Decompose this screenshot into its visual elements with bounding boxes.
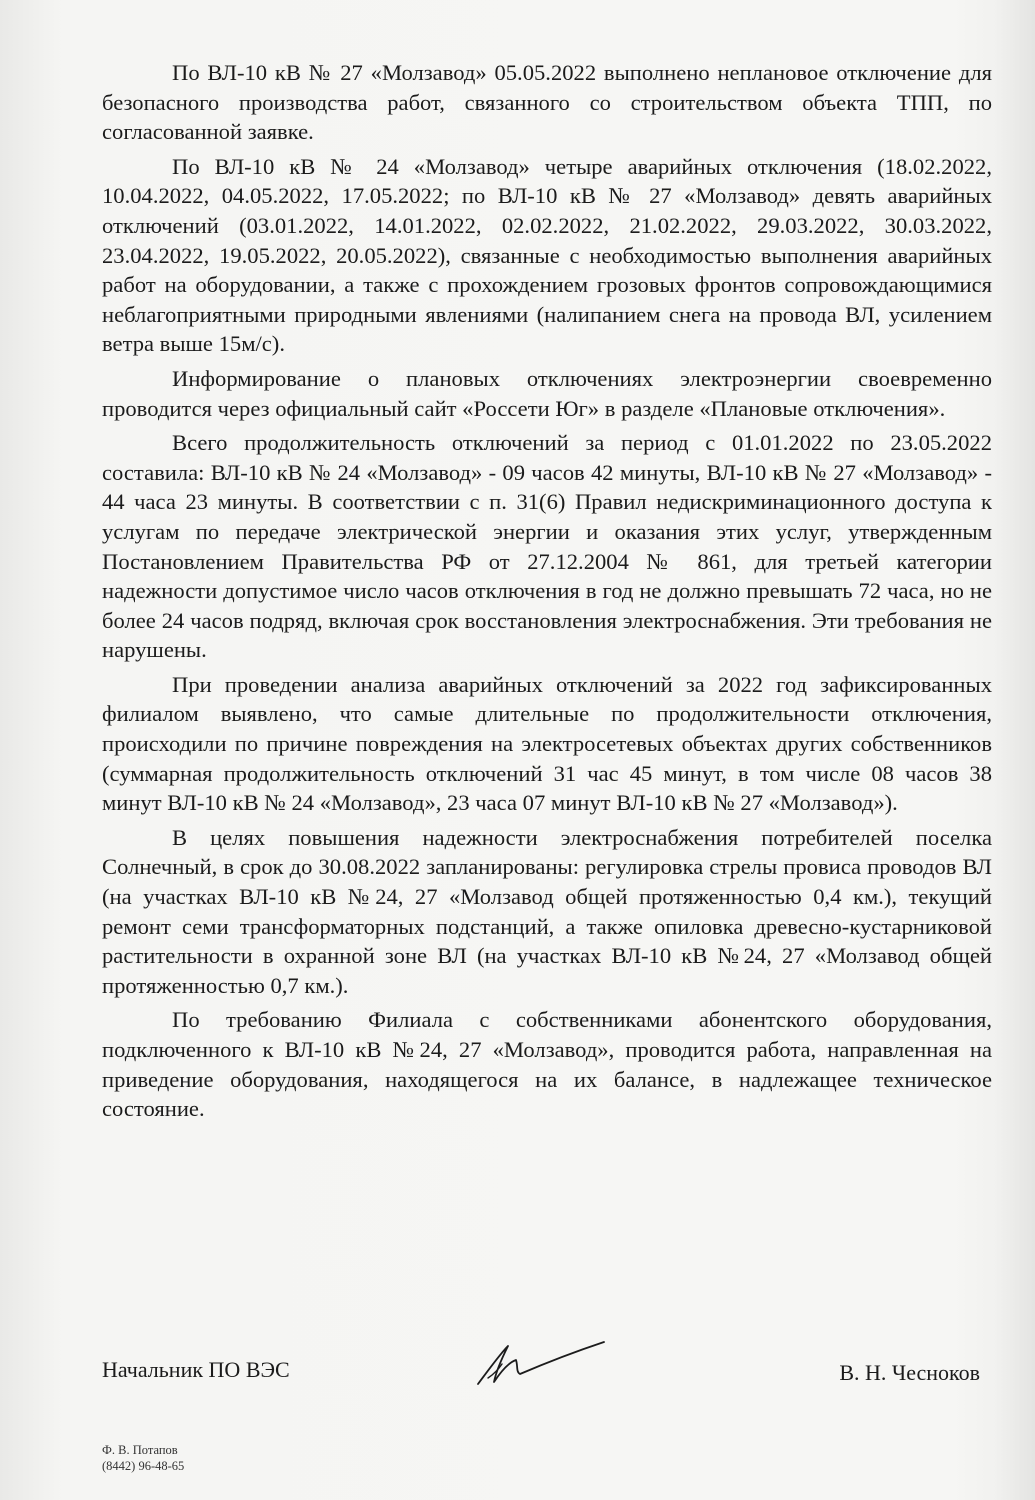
signature-block	[102, 1352, 992, 1392]
paragraph-emergency-outages: По ВЛ-10 кВ № 24 «Молзавод» четыре аварийных отключения (18.02.2022, 10.04.2022, 04.05.2022, 17.05.2022; по ВЛ-10 кВ № 27 «Молзавод» девять аварийных отключений (03.01.2022, 14.01.2022, 02.02.2022, 21.02.2022, 29.03.2022, 30.03.2022, 23.04.2022, 19.05.2022, 20.05.2022), связанные с необходимостью выполнения аварийных работ на оборудовании, а также с прохождением грозовых фронтов сопровождающимися неблагоприятными природными явлениями (налипанием снега на провода ВЛ, усилением ветра выше 15м/с).	[102, 153, 992, 357]
paragraph-analysis: При проведении анализа аварийных отключений за 2022 год зафиксированных филиалом выявлено, что самые длительные по продолжительности отключения, происходили по причине повреждения на электросетевых объектах других собственников (суммарная продолжительность отключений 31 час 45 минут, в том числе 08 часов 38 минут ВЛ-10 кВ № 24 «Молзавод», 23 часа 07 минут ВЛ-10 кВ № 27 «Молзавод»).	[102, 671, 992, 816]
handwritten-signature	[472, 1338, 612, 1388]
executor-footer	[102, 1442, 184, 1474]
paragraph-reliability-measures: В целях повышения надежности электроснабжения потребителей поселка Солнечный, в срок до 30.08.2022 запланированы: регулировка стрелы провиса проводов ВЛ (на участках ВЛ-10 кВ №24, 27 «Молзавод общей протяженностью 0,4 км.), текущий ремонт семи трансформаторных подстанций, а также опиловка древесно-кустарниковой растительности в охранной зоне ВЛ (на участках ВЛ-10 кВ №24, 27 «Молзавод общей протяженностью 0,7 км.).	[102, 824, 992, 998]
executor-phone: (8442) 96-48-65	[102, 1459, 185, 1473]
paragraph-informing: Информирование о плановых отключениях электроэнергии своевременно проводится через официальный сайт «Россети Юг» в разделе «Плановые отключения».	[102, 365, 992, 421]
paragraph-total-duration: Всего продолжительность отключений за период с 01.01.2022 по 23.05.2022 составила: ВЛ-10 кВ № 24 «Молзавод» - 09 часов 42 минуты, ВЛ-10 кВ № 27 «Молзавод» - 44 часа 23 минуты. В соответствии с п. 31(6) Правил недискриминационного доступа к услугам по передаче электрической энергии и оказания этих услуг, утвержденным Постановлением Правительства РФ от 27.12.2004 № 861, для третьей категории надежности допустимое число часов отключения в год не должно превышать 72 часа, но не более 24 часов подряд, включая срок восстановления электроснабжения. Эти требования не нарушены.	[102, 430, 992, 663]
paragraph-owners-work: По требованию Филиала с собственниками абонентского оборудования, подключенного к ВЛ-10 кВ №24, 27 «Молзавод», проводится работа, направленная на приведение оборудования, находящегося на их балансе, в надлежащее техническое состояние.	[102, 1007, 992, 1122]
paragraph-unplanned-outage: По ВЛ-10 кВ № 27 «Молзавод» 05.05.2022 выполнено неплановое отключение для безопасного производства работ, связанного со строительством объекта ТПП, по согласованной заявке.	[102, 60, 992, 145]
executor-name: Ф. В. Потапов	[102, 1443, 178, 1457]
signatory-position: Начальник ПО ВЭС	[102, 1357, 290, 1382]
signatory-name: В. Н. Чесноков	[839, 1360, 980, 1385]
letter-body	[102, 58, 992, 1129]
page-edge-shadow	[995, 0, 1035, 1500]
